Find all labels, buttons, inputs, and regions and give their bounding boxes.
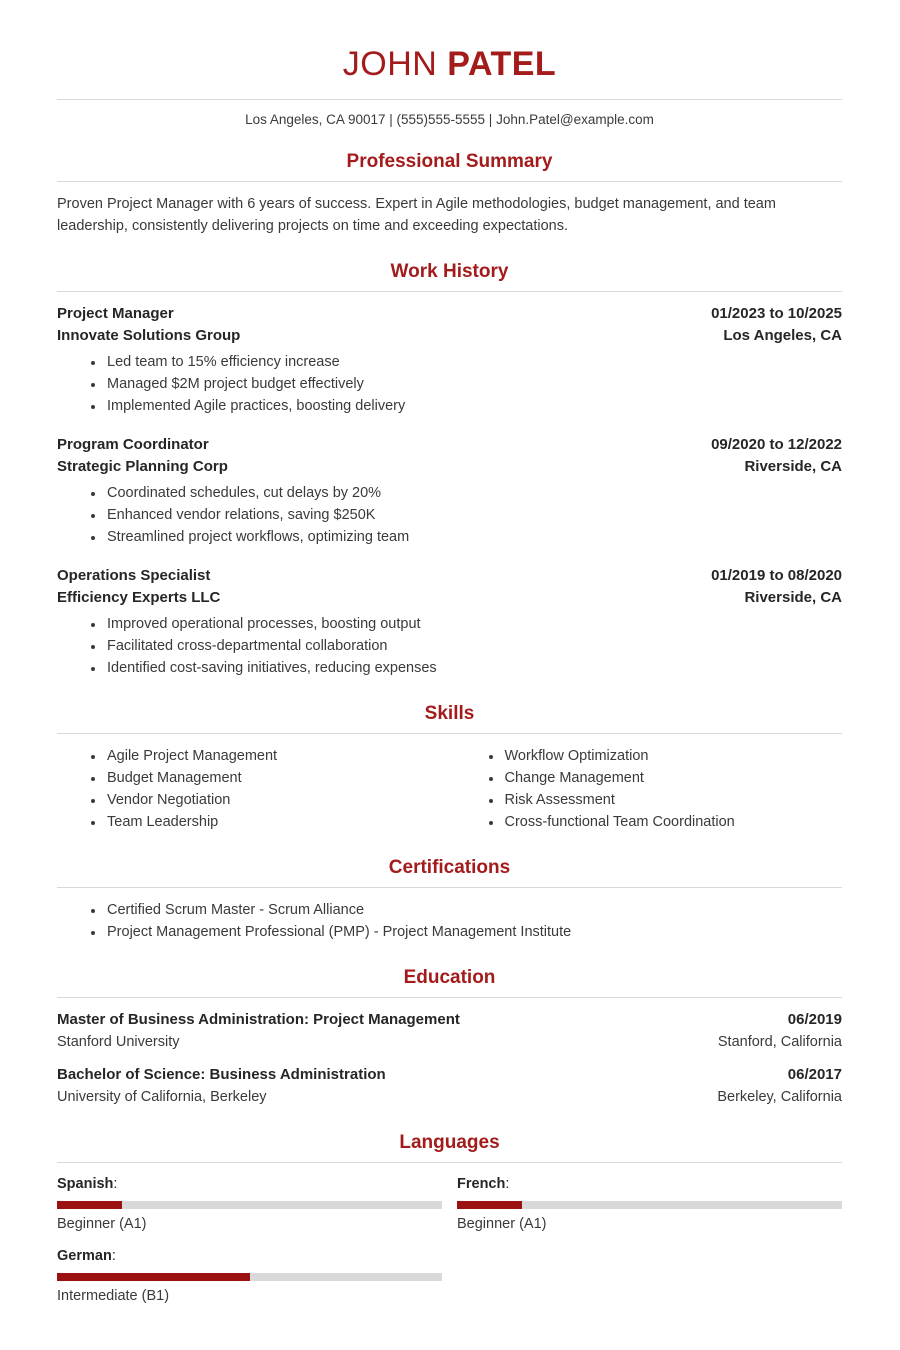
education-location: Berkeley, California [717, 1089, 842, 1106]
language-progress-track [457, 1201, 842, 1209]
section-title-skills: Skills [424, 703, 475, 725]
job-bullet: • Improved operational processes, boosting output [105, 613, 842, 635]
job-location: Riverside, CA [744, 589, 842, 607]
education-school-row [57, 1031, 842, 1053]
skill-item: • Budget Management [105, 767, 445, 789]
skill-item: • Workflow Optimization [503, 745, 843, 767]
job-company: Innovate Solutions Group [57, 327, 241, 345]
job-bullet-list [57, 613, 842, 679]
job-bullet: • Coordinated schedules, cut delays by 20% [105, 482, 842, 504]
language-item [57, 1174, 442, 1232]
certifications-list [57, 899, 842, 943]
education-dates: 06/2019 [787, 1011, 842, 1029]
skills-columns [57, 745, 842, 833]
language-name: German : [57, 1246, 442, 1266]
section-divider [57, 181, 842, 182]
language-level: Beginner (A1) [457, 1216, 547, 1233]
section-divider [57, 887, 842, 888]
header-divider [57, 99, 842, 100]
skill-item: • Risk Assessment [503, 789, 843, 811]
summary-text: Proven Project Manager with 6 years of success. Expert in Agile methodologies, budget management, and team leadership, consistently delivering projects on time and exceeding expectations. [57, 196, 776, 235]
skill-item: • Change Management [503, 767, 843, 789]
section-title-languages: Languages [399, 1132, 500, 1154]
job-entry [57, 434, 842, 548]
education-degree: Master of Business Administration: Project Management [57, 1011, 460, 1029]
job-title: Project Manager [57, 305, 174, 323]
section-title-education: Education [403, 967, 496, 989]
language-level: Beginner (A1) [57, 1216, 147, 1233]
skill-item: • Team Leadership [105, 811, 445, 833]
job-dates: 01/2019 to 08/2020 [711, 567, 842, 585]
language-name: French : [457, 1174, 842, 1194]
section-divider [57, 1162, 842, 1163]
education-school-row [57, 1086, 842, 1108]
skill-item: • Cross-functional Team Coordination [503, 811, 843, 833]
job-dates: 01/2023 to 10/2025 [711, 305, 842, 323]
section-divider [57, 997, 842, 998]
job-bullet: • Enhanced vendor relations, saving $250K [105, 504, 842, 526]
job-bullet: • Led team to 15% efficiency increase [105, 351, 842, 373]
job-bullet-list [57, 482, 842, 548]
job-bullet: • Implemented Agile practices, boosting delivery [105, 395, 842, 417]
language-name: Spanish : [57, 1174, 442, 1194]
candidate-name [57, 46, 842, 83]
education-degree-row [57, 1064, 842, 1086]
job-dates: 09/2020 to 12/2022 [711, 436, 842, 454]
job-title-row [57, 434, 842, 456]
education-dates: 06/2017 [787, 1066, 842, 1084]
job-bullet: • Managed $2M project budget effectively [105, 373, 842, 395]
job-bullet: • Streamlined project workflows, optimizing team [105, 526, 842, 548]
skill-item: • Agile Project Management [105, 745, 445, 767]
job-location: Riverside, CA [744, 458, 842, 476]
section-title-summary: Professional Summary [346, 151, 553, 173]
language-progress-track [57, 1273, 442, 1281]
job-title-row [57, 565, 842, 587]
education-school: Stanford University [57, 1034, 180, 1051]
skills-list-left [57, 745, 445, 833]
education-entry [57, 1009, 842, 1053]
education-entry [57, 1064, 842, 1108]
job-entry [57, 565, 842, 679]
language-item [57, 1246, 442, 1304]
job-location: Los Angeles, CA [723, 327, 842, 345]
education-degree: Bachelor of Science: Business Administration [57, 1066, 386, 1084]
language-progress-fill [57, 1201, 122, 1209]
job-bullet-list [57, 351, 842, 417]
languages-grid [57, 1174, 842, 1304]
skill-item: • Vendor Negotiation [105, 789, 445, 811]
education-school: University of California, Berkeley [57, 1089, 267, 1106]
language-progress-track [57, 1201, 442, 1209]
contact-line: Los Angeles, CA 90017 | (555)555-5555 | John.Patel@example.com [245, 112, 654, 128]
job-company-row [57, 456, 842, 478]
job-title-row [57, 303, 842, 325]
language-level: Intermediate (B1) [57, 1288, 170, 1305]
job-bullet: • Facilitated cross-departmental collaboration [105, 635, 842, 657]
job-bullet: • Identified cost-saving initiatives, reducing expenses [105, 657, 842, 679]
language-progress-fill [457, 1201, 522, 1209]
language-progress-fill [57, 1273, 250, 1281]
job-company-row [57, 587, 842, 609]
section-title-certifications: Certifications [388, 857, 511, 879]
job-company-row [57, 325, 842, 347]
certification-item: • Project Management Professional (PMP) - Project Management Institute [105, 921, 842, 943]
section-divider [57, 733, 842, 734]
job-company: Strategic Planning Corp [57, 458, 228, 476]
candidate-last-name: PATEL [447, 45, 557, 83]
job-title: Operations Specialist [57, 567, 211, 585]
section-divider [57, 291, 842, 292]
language-item [457, 1174, 842, 1232]
section-title-work-history: Work History [390, 261, 509, 283]
education-degree-row [57, 1009, 842, 1031]
candidate-first-name: JOHN [342, 45, 438, 83]
certification-item: • Certified Scrum Master - Scrum Alliance [105, 899, 842, 921]
job-title: Program Coordinator [57, 436, 209, 454]
skills-list-right [455, 745, 843, 833]
job-company: Efficiency Experts LLC [57, 589, 221, 607]
job-entry [57, 303, 842, 417]
education-location: Stanford, California [717, 1034, 842, 1051]
